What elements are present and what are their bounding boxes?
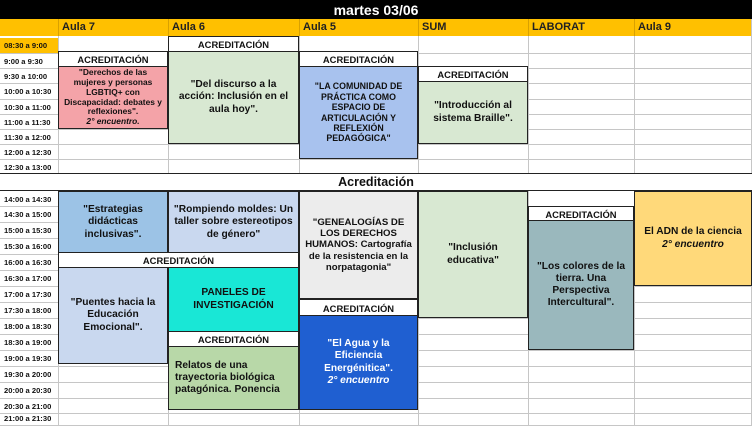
accreditation-label-aula5-pm: ACREDITACIÓN <box>299 299 418 317</box>
accreditation-divider: Acreditación <box>0 173 752 191</box>
time-slot: 20:00 a 20:30 <box>4 386 52 395</box>
event-estrategias-didacticas[interactable] <box>58 191 168 254</box>
column-header-aula7: Aula 7 <box>58 19 168 36</box>
time-slot: 08:30 a 9:00 <box>0 38 58 53</box>
event-genealogias-ddhh[interactable] <box>299 191 418 299</box>
time-slot: 17:00 a 17:30 <box>4 290 52 299</box>
event-title: "Estrategias didácticas inclusivas". <box>83 204 143 240</box>
time-slot: 9:00 a 9:30 <box>4 57 43 66</box>
accreditation-label-aula7-aula6: ACREDITACIÓN <box>58 252 299 269</box>
time-slot: 16:30 a 17:00 <box>4 274 52 283</box>
event-title: "Rompiendo moldes: Un taller sobre estereotipos de género" <box>173 204 294 240</box>
time-slot: 19:30 a 20:00 <box>4 370 52 379</box>
event-subtitle: 2° encuentro <box>327 374 390 386</box>
event-title: "LA COMUNIDAD DE PRÁCTICA COMO ESPACIO DE ARTICULACIÓN Y REFLEXIÓN PEDAGÓGICA" <box>314 81 403 144</box>
accreditation-label-sum: ACREDITACIÓN <box>418 66 528 83</box>
corner-header <box>0 19 58 36</box>
event-relatos-trayectoria[interactable] <box>168 346 299 410</box>
accreditation-label-aula6-pm: ACREDITACIÓN <box>168 331 299 348</box>
time-slot: 14:30 a 15:00 <box>4 210 52 219</box>
event-subtitle: 2° encuentro <box>662 238 724 250</box>
time-slot: 11:00 a 11:30 <box>4 118 51 127</box>
event-comunidad-de-practica[interactable] <box>299 66 418 159</box>
time-slot: 10:00 a 10:30 <box>4 87 52 96</box>
event-agua-eficiencia[interactable] <box>299 315 418 410</box>
event-paneles-investigacion[interactable] <box>168 267 299 332</box>
event-del-discurso-a-la-accion[interactable] <box>168 51 299 144</box>
event-title: "Los colores de la tierra. Una Perspectiva Intercultural". <box>536 260 626 309</box>
event-subtitle: 2° encuentro. <box>86 116 140 127</box>
event-sistema-braille[interactable] <box>418 81 528 144</box>
sheet-title: martes 03/06 <box>0 0 752 19</box>
column-header-aula6: Aula 6 <box>168 19 299 36</box>
time-slot: 15:30 a 16:00 <box>4 242 52 251</box>
event-title: "Introducción al sistema Braille". <box>433 100 513 124</box>
time-slot: 12:30 a 13:00 <box>4 163 52 172</box>
event-title: El ADN de la ciencia <box>644 226 742 238</box>
time-slot: 20:30 a 21:00 <box>4 402 52 411</box>
event-title: "GENEALOGÍAS DE LOS DERECHOS HUMANOS: Cartografía de la resistencia en la norpatagonia" <box>305 216 412 273</box>
event-adn-de-la-ciencia[interactable] <box>634 191 752 286</box>
event-title: PANELES DE INVESTIGACIÓN <box>193 287 274 311</box>
event-inclusion-educativa[interactable] <box>418 191 528 318</box>
event-derechos-mujeres[interactable] <box>58 66 168 129</box>
column-header-sum: SUM <box>418 19 528 36</box>
time-slot: 15:00 a 15:30 <box>4 226 52 235</box>
time-slot: 17:30 a 18:00 <box>4 306 52 315</box>
column-header-laborat: LABORAT <box>528 19 634 36</box>
column-header-aula5: Aula 5 <box>299 19 418 36</box>
accreditation-label-aula5: ACREDITACIÓN <box>299 51 418 67</box>
time-slot: 18:30 a 19:00 <box>4 338 52 347</box>
event-title: "Puentes hacia la Educación Emocional". <box>70 297 156 333</box>
accreditation-label-aula7: ACREDITACIÓN <box>58 51 168 67</box>
time-slot: 19:00 a 19:30 <box>4 354 52 363</box>
column-header-aula9: Aula 9 <box>634 19 752 36</box>
event-title: "Inclusión educativa" <box>447 242 499 266</box>
time-slot: 18:00 a 18:30 <box>4 322 52 331</box>
time-slot: 16:00 a 16:30 <box>4 258 52 267</box>
event-puentes-educacion-emocional[interactable] <box>58 267 168 364</box>
time-slot: 11:30 a 12:00 <box>4 133 51 142</box>
time-slot: 10:30 a 11:00 <box>4 103 51 112</box>
time-slot: 21:00 a 21:30 <box>4 414 52 423</box>
time-slot: 12:00 a 12:30 <box>4 148 52 157</box>
accreditation-label-aula6: ACREDITACIÓN <box>168 36 299 52</box>
time-slot: 9:30 a 10:00 <box>4 72 48 81</box>
event-title: Relatos de una trayectoria biológica patagónica. Ponencia <box>175 359 280 396</box>
event-colores-de-la-tierra[interactable] <box>528 220 634 350</box>
event-title: "Derechos de las mujeres y personas LGBTIQ+ con Discapacidad: debates y reflexiones". <box>64 66 162 117</box>
time-slot: 14:00 a 14:30 <box>4 195 52 204</box>
event-rompiendo-moldes[interactable] <box>168 191 299 254</box>
accreditation-label-laborat: ACREDITACIÓN <box>528 206 634 222</box>
event-title: "Del discurso a la acción: Inclusión en el aula hoy". <box>178 79 289 115</box>
event-title: "El Agua y la Eficiencia Energénitica". <box>324 338 393 374</box>
